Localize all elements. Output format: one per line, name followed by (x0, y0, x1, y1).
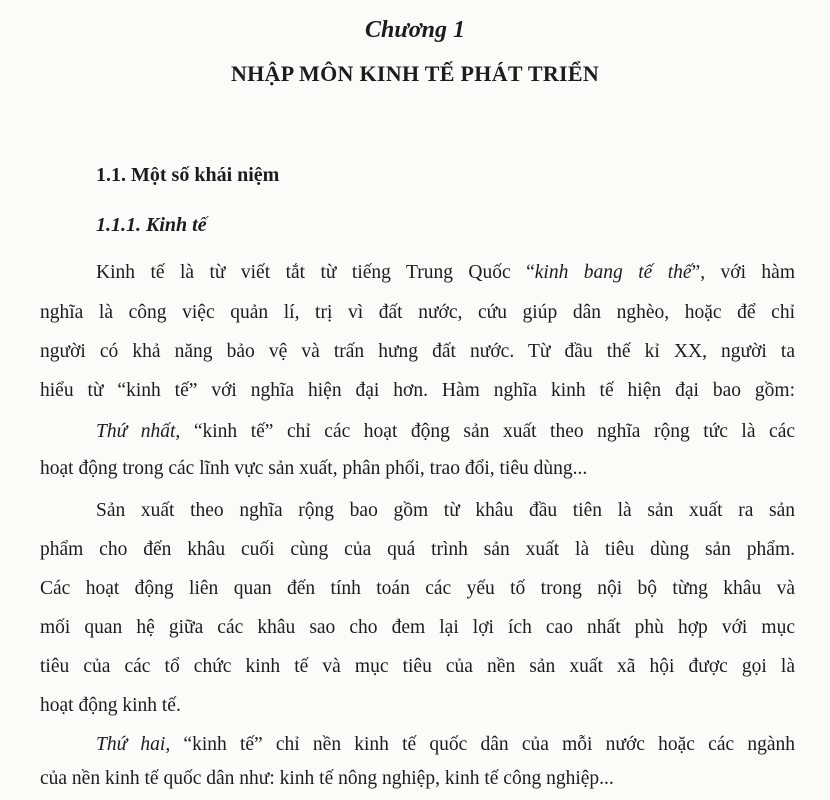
chapter-label: Chương 1 (365, 17, 465, 43)
paragraph-3-line-3: Các hoạt động liên quan đến tính toán các yếu tố trong nội bộ từng khâu và (40, 578, 795, 599)
paragraph-1-line-1 (96, 258, 795, 288)
text-run: ”, với hàm (691, 262, 796, 283)
paragraph-2-line-1 (96, 417, 795, 447)
paragraph-3-line-5: tiêu của các tổ chức kinh tế và mục tiêu của nền sản xuất xã hội được gọi là (40, 656, 795, 677)
chapter-title: NHẬP MÔN KINH TẾ PHÁT TRIỂN (230, 61, 600, 86)
section-heading: 1.1. Một số khái niệm (96, 164, 280, 186)
paragraph-1-line-3: người có khả năng bảo vệ và trấn hưng đất nước. Từ đầu thế kỉ XX, người ta (40, 341, 795, 362)
paragraph-3-line-2: phẩm cho đến khâu cuối cùng của quá trình sản xuất là tiêu dùng sản phẩm. (40, 539, 795, 560)
paragraph-2-line-2: hoạt động trong các lĩnh vực sản xuất, phân phối, trao đổi, tiêu dùng... (40, 458, 588, 479)
text-run: “kinh tế” chỉ các hoạt động sản xuất theo nghĩa rộng tức là các (180, 421, 796, 442)
text-run: Kinh tế là từ viết tắt từ tiếng Trung Quốc “ (96, 262, 535, 283)
subsection-heading: 1.1.1. Kinh tế (96, 214, 207, 236)
paragraph-3-line-1: Sản xuất theo nghĩa rộng bao gồm từ khâu đầu tiên là sản xuất ra sản (96, 500, 795, 521)
text-run: “kinh tế” chỉ nền kinh tế quốc dân của mỗi nước hoặc các ngành (170, 734, 795, 755)
paragraph-3-line-6: hoạt động kinh tế. (40, 695, 181, 716)
emphasis-text: Thứ hai, (96, 734, 171, 755)
emphasis-text: Thứ nhất, (96, 421, 181, 442)
paragraph-1-line-2: nghĩa là công việc quản lí, trị vì đất nước, cứu giúp dân nghèo, hoặc để chỉ (40, 302, 795, 323)
paragraph-4-line-2: của nền kinh tế quốc dân như: kinh tế nông nghiệp, kinh tế công nghiệp... (40, 768, 614, 789)
paragraph-4-line-1 (96, 730, 795, 760)
paragraph-3-line-4: mối quan hệ giữa các khâu sao cho đem lại lợi ích cao nhất phù hợp với mục (40, 617, 795, 638)
paragraph-1-line-4: hiểu từ “kinh tế” với nghĩa hiện đại hơn. Hàm nghĩa kinh tế hiện đại bao gồm: (40, 380, 795, 401)
emphasis-text: kinh bang tế thế (534, 262, 692, 283)
